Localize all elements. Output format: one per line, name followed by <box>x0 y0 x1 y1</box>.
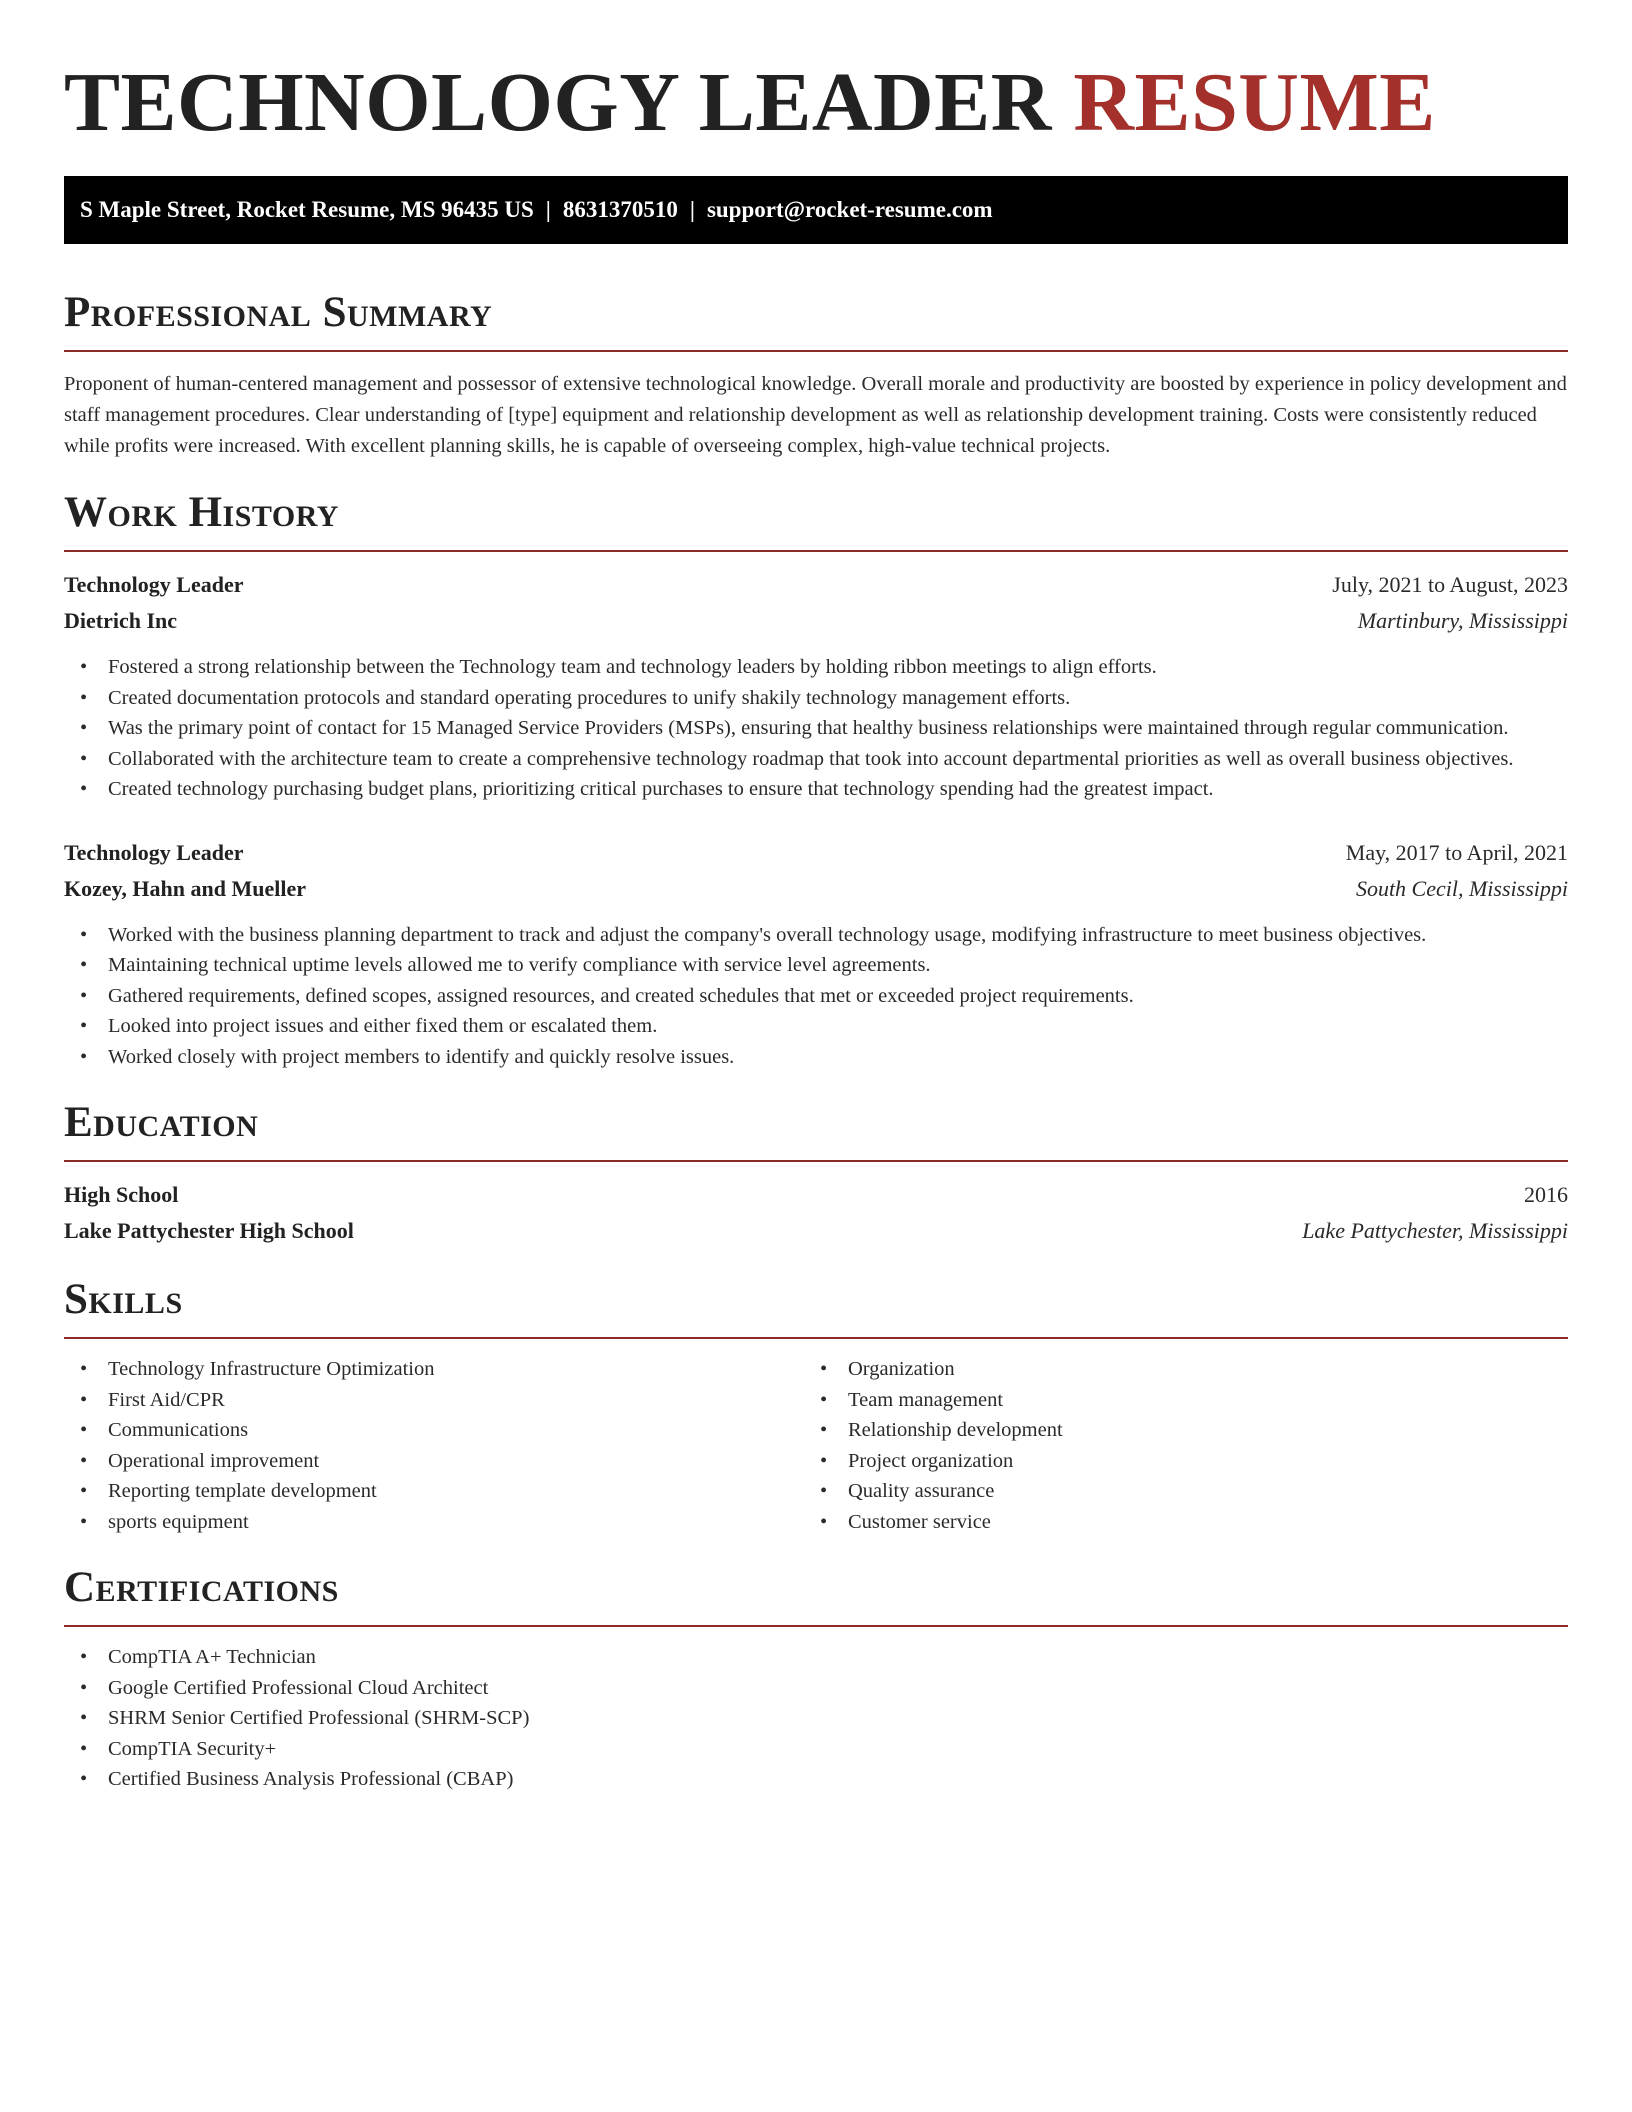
job-company: Kozey, Hahn and Mueller <box>64 875 306 901</box>
job-bullet: • Looked into project issues and either fixed them or escalated them. <box>64 1011 1568 1042</box>
work-history-heading: Work History <box>64 489 339 536</box>
job-bullets <box>64 920 1568 1073</box>
job-bullet: • Gathered requirements, defined scopes, assigned resources, and created schedules that met or exceeded project requirements. <box>64 981 1568 1012</box>
contact-email: support@rocket-resume.com <box>706 197 993 222</box>
contact-separator: | <box>545 197 551 222</box>
skills-grid <box>64 1354 1568 1537</box>
certification-item: • Google Certified Professional Cloud Architect <box>64 1673 1568 1704</box>
job-company-row <box>64 603 1568 639</box>
skill-item: • Relationship development <box>804 1415 1544 1446</box>
title-accent: RESUME <box>1073 56 1436 149</box>
skill-item: • Quality assurance <box>804 1476 1544 1507</box>
section-divider <box>64 1337 1568 1339</box>
resume-title <box>64 55 1568 151</box>
skill-item: • Reporting template development <box>64 1476 804 1507</box>
job-title: Technology Leader <box>64 572 244 597</box>
job-bullet: • Worked closely with project members to identify and quickly resolve issues. <box>64 1042 1568 1073</box>
skill-item: • Team management <box>804 1385 1544 1416</box>
section-divider <box>64 350 1568 352</box>
certification-item: • Certified Business Analysis Professional (CBAP) <box>64 1764 1568 1795</box>
job-bullet: • Collaborated with the architecture team to create a comprehensive technology roadmap that took into account departmental priorities as well as overall business objectives. <box>64 744 1568 775</box>
section-divider <box>64 1160 1568 1162</box>
education-degree: High School <box>64 1182 179 1207</box>
skill-item: • Customer service <box>804 1507 1544 1538</box>
skill-item: • Operational improvement <box>64 1446 804 1477</box>
summary-heading: Professional Summary <box>64 289 493 336</box>
certifications-section <box>64 1563 1568 1795</box>
education-entry <box>64 1177 1568 1249</box>
education-degree-row <box>64 1177 1568 1213</box>
section-divider <box>64 1625 1568 1627</box>
skill-item: • Project organization <box>804 1446 1544 1477</box>
job-dates: May, 2017 to April, 2021 <box>1345 839 1568 865</box>
job-location: Martinbury, Mississippi <box>1357 608 1568 633</box>
job-entry <box>64 567 1568 805</box>
certification-item: • CompTIA Security+ <box>64 1734 1568 1765</box>
education-school: Lake Pattychester High School <box>64 1218 354 1243</box>
summary-text: Proponent of human-centered management and possessor of extensive technological knowledge. Overall morale and productivity are boosted by experience in policy development and staff management procedures. Clear understanding of [type] equipment and relationship development as well as relationship development training. Costs were consistently reduced while profits were increased. With excellent planning skills, he is capable of overseeing complex, high-value technical projects. <box>64 373 1567 457</box>
skills-column-right <box>804 1354 1544 1537</box>
job-dates: July, 2021 to August, 2023 <box>1332 572 1568 597</box>
contact-phone: 8631370510 <box>562 197 678 222</box>
job-bullet: • Created technology purchasing budget plans, prioritizing critical purchases to ensure that technology spending had the greatest impact. <box>64 774 1568 805</box>
job-company: Dietrich Inc <box>64 608 178 633</box>
work-history-section <box>64 488 1568 1072</box>
skill-item: • Communications <box>64 1415 804 1446</box>
skill-item: • sports equipment <box>64 1507 804 1538</box>
education-heading: Education <box>64 1099 259 1146</box>
education-school-row <box>64 1213 1568 1249</box>
education-location: Lake Pattychester, Mississippi <box>1302 1218 1568 1243</box>
skill-item: • First Aid/CPR <box>64 1385 804 1416</box>
certification-item: • SHRM Senior Certified Professional (SHRM-SCP) <box>64 1703 1568 1734</box>
job-location: South Cecil, Mississippi <box>1355 875 1568 901</box>
job-company-row <box>64 871 1568 907</box>
job-bullet: • Fostered a strong relationship between the Technology team and technology leaders by holding ribbon meetings to align efforts. <box>64 652 1568 683</box>
skill-item: • Organization <box>804 1354 1544 1385</box>
certification-item: • CompTIA A+ Technician <box>64 1642 1568 1673</box>
education-section <box>64 1098 1568 1249</box>
summary-section <box>64 288 1568 462</box>
contact-separator: | <box>689 197 695 222</box>
job-header-row <box>64 835 1568 871</box>
job-bullets <box>64 652 1568 805</box>
section-divider <box>64 550 1568 552</box>
skill-item: • Technology Infrastructure Optimization <box>64 1354 804 1385</box>
job-bullet: • Created documentation protocols and standard operating procedures to unify shakily technology management efforts. <box>64 683 1568 714</box>
job-title: Technology Leader <box>64 839 244 865</box>
resume-page <box>64 0 1568 1795</box>
education-year: 2016 <box>1524 1182 1568 1207</box>
certifications-heading: Certifications <box>64 1564 339 1611</box>
job-entry <box>64 835 1568 1073</box>
skills-section <box>64 1275 1568 1537</box>
skills-column-left <box>64 1354 804 1537</box>
job-bullet: • Maintaining technical uptime levels allowed me to verify compliance with service level agreements. <box>64 950 1568 981</box>
job-bullet: • Was the primary point of contact for 15 Managed Service Providers (MSPs), ensuring that healthy business relationships were maintained through regular communication. <box>64 713 1568 744</box>
job-bullet: • Worked with the business planning department to track and adjust the company's overall technology usage, modifying infrastructure to meet business objectives. <box>64 920 1568 951</box>
certifications-list <box>64 1642 1568 1795</box>
skills-heading: Skills <box>64 1276 183 1323</box>
contact-bar <box>64 176 1568 244</box>
contact-address: S Maple Street, Rocket Resume, MS 96435 US <box>80 197 534 222</box>
job-header-row <box>64 567 1568 603</box>
title-main: TECHNOLOGY LEADER <box>64 56 1052 149</box>
